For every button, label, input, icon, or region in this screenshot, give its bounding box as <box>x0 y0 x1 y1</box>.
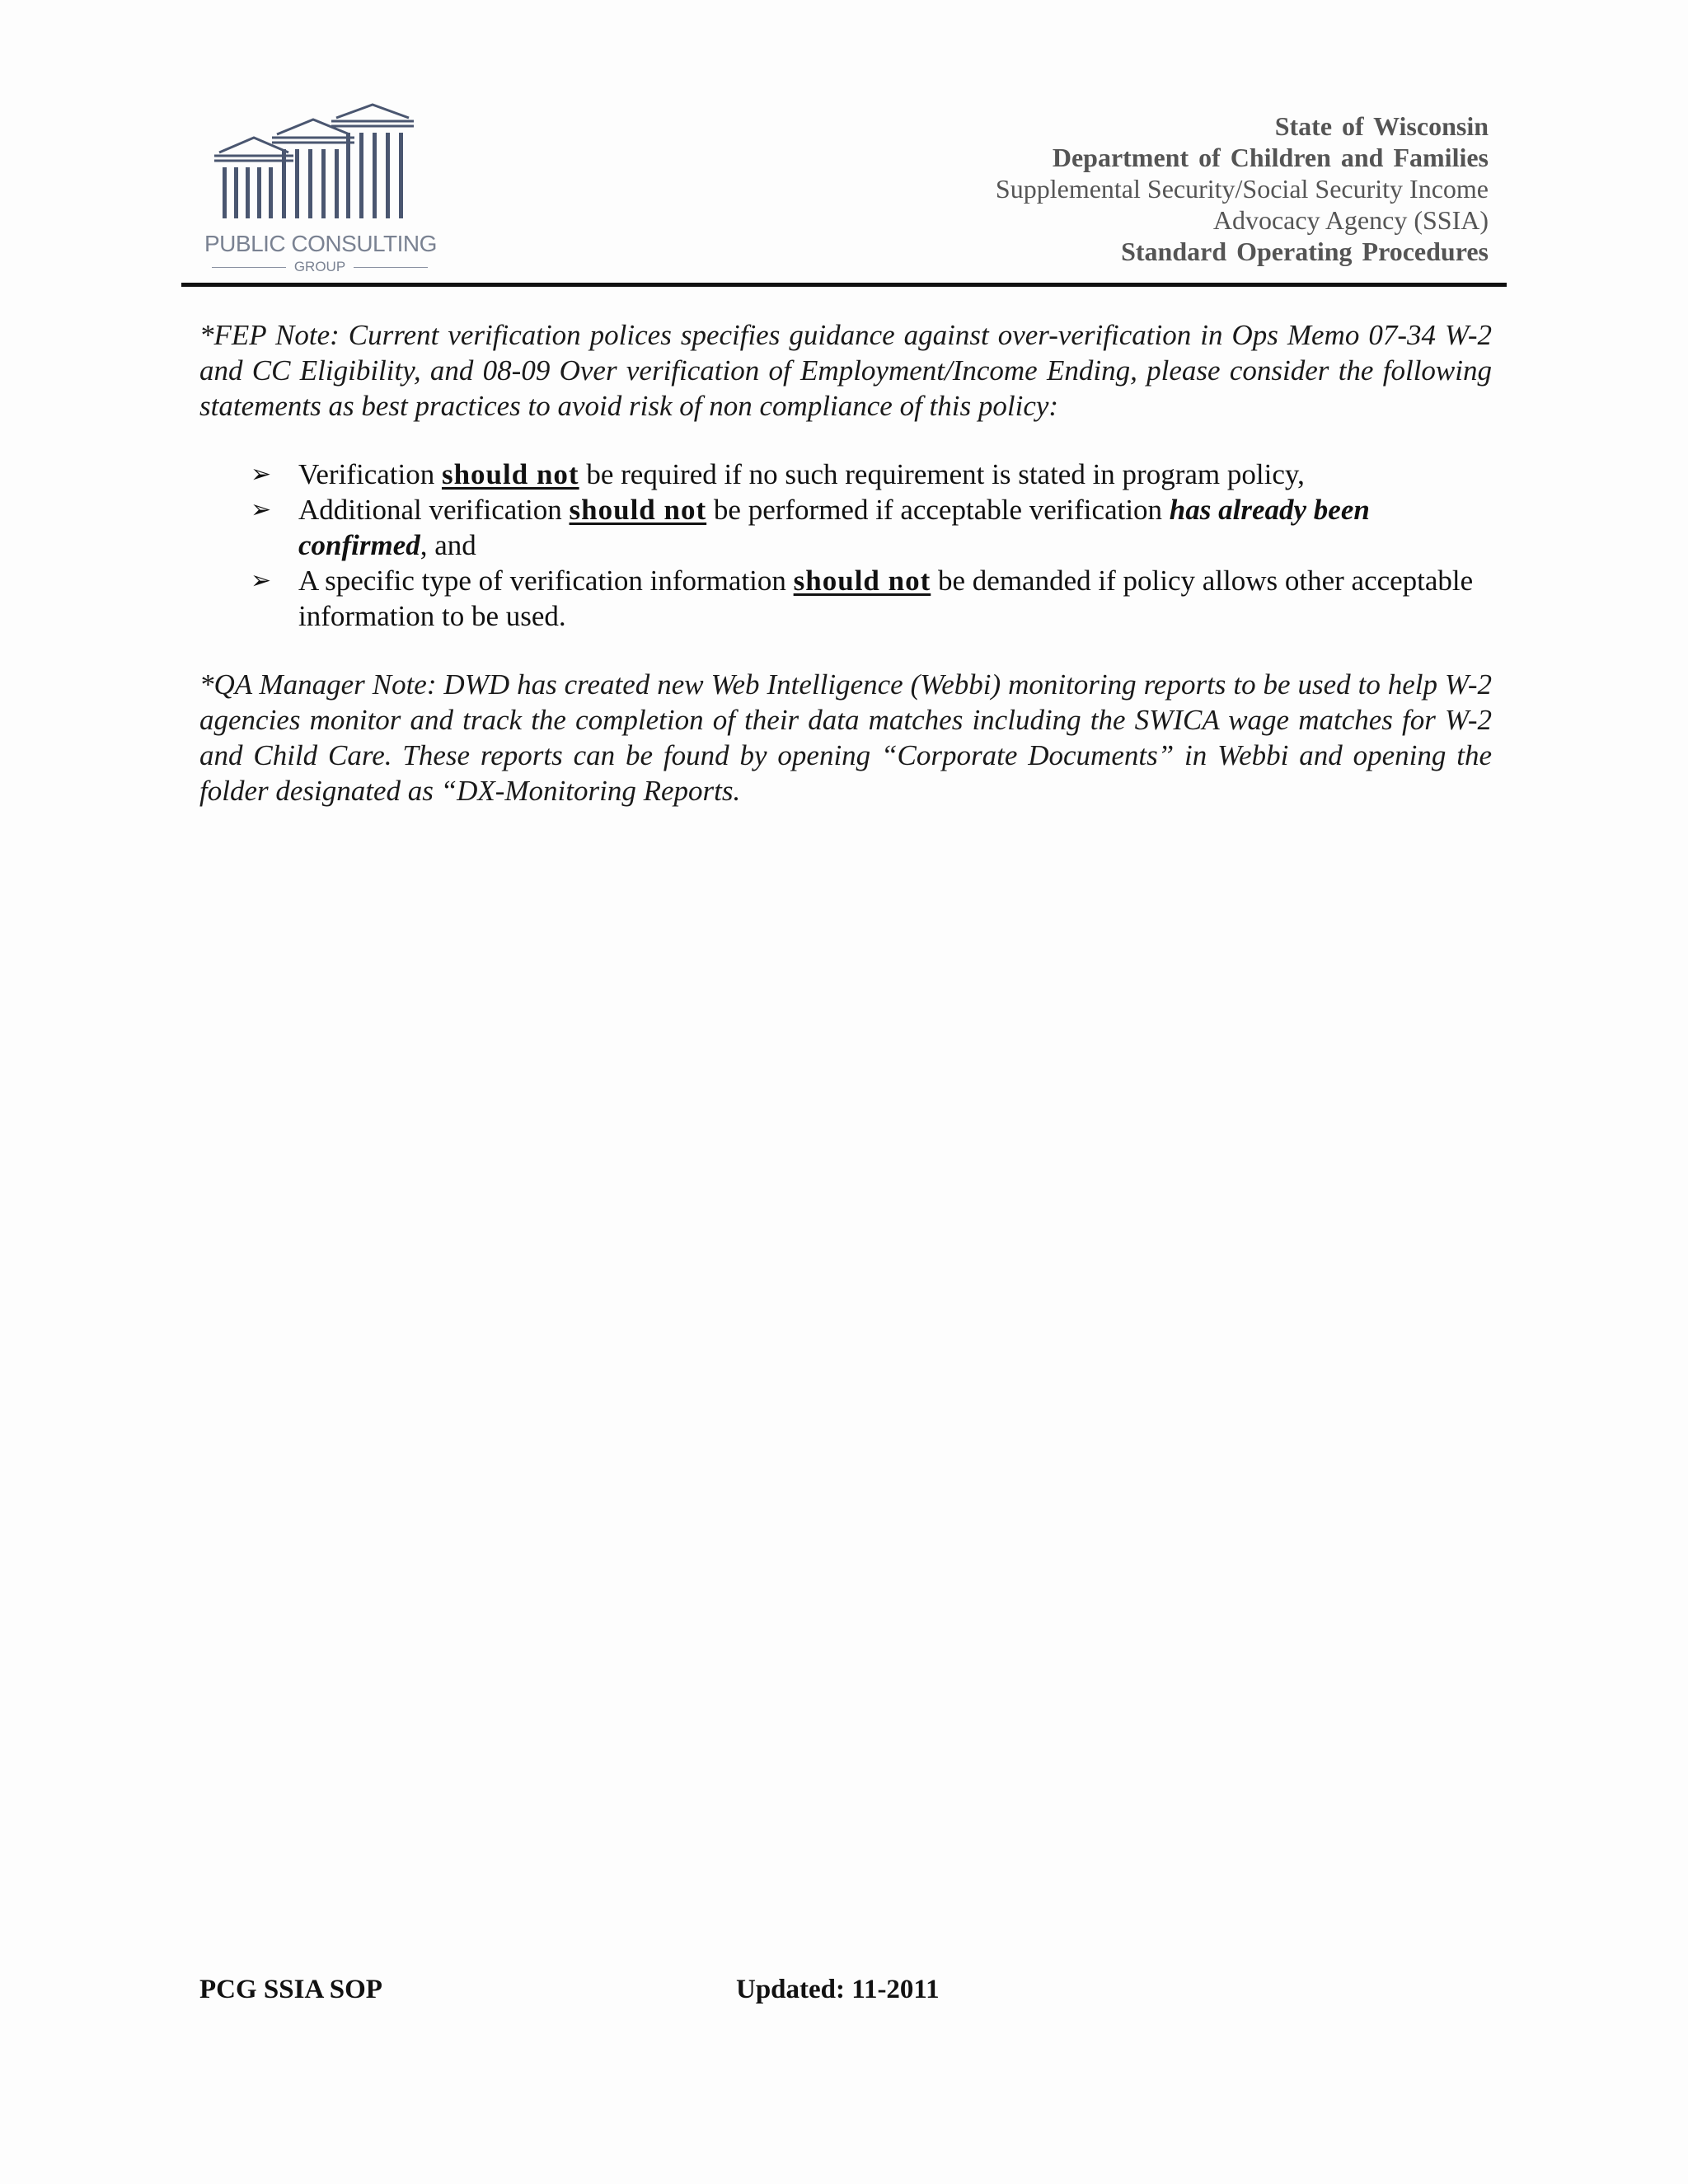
bullet-bold-italic: has already been confirmed <box>298 494 1370 561</box>
header-state: State of Wisconsin <box>1274 111 1489 141</box>
list-item <box>199 492 1493 563</box>
fep-note: *FEP Note: Current verification polices specifies guidance against over-verification in Ops Memo 07-34 W-2 and CC Eligibility, and 08-09 Over verification of Employment/Income Ending, please consider the following statements as best practices to avoid risk of non compliance of this policy: <box>199 319 1492 422</box>
logo-rule-left <box>212 267 286 268</box>
page-body <box>199 317 1492 808</box>
bullet-emphasis: should not <box>441 458 579 490</box>
logo-sub-text: GROUP <box>293 259 346 274</box>
logo-rule-right <box>354 267 428 268</box>
header-agency: Advocacy Agency (SSIA) <box>1212 205 1489 235</box>
bullet-text: be performed if acceptable verification <box>706 494 1170 526</box>
footer-updated-date: Updated: 11-2011 <box>736 1975 940 2004</box>
header-program: Supplemental Security/Social Security Income <box>995 174 1489 204</box>
header-sop-title: Standard Operating Procedures <box>1121 237 1489 266</box>
bullet-text: be demanded if policy allows other acceptable information to be used. <box>298 565 1474 632</box>
logo-subtitle <box>204 259 435 275</box>
arrow-bullet-icon: ➢ <box>251 567 272 594</box>
qa-manager-note: *QA Manager Note: DWD has created new Web Intelligence (Webbi) monitoring reports to be used to help W-2 agencies monitor and track the completion of their data matches including the SWICA wage matches for W-2 and Child Care. These reports can be found by opening “Corporate Documents” in Webbi and opening the folder designated as “DX-Monitoring Reports. <box>199 668 1492 807</box>
columns-logo-icon <box>204 103 435 235</box>
arrow-bullet-icon: ➢ <box>251 461 272 488</box>
arrow-bullet-icon: ➢ <box>251 496 272 523</box>
footer-document-id: PCG SSIA SOP <box>199 1975 382 2004</box>
header-divider <box>181 283 1507 287</box>
bullet-text: be required if no such requirement is stated in program policy, <box>579 458 1305 490</box>
bullet-text: A specific type of verification information <box>298 565 794 597</box>
list-item <box>199 457 1493 492</box>
bullet-text: , and <box>420 529 476 561</box>
bullet-emphasis: should not <box>793 565 931 597</box>
pcg-logo <box>204 103 435 284</box>
bullet-text: Additional verification <box>298 494 570 526</box>
bullet-text: Verification <box>298 458 442 490</box>
bullet-emphasis: should not <box>569 494 707 526</box>
list-item <box>199 563 1493 634</box>
logo-name: PUBLIC CONSULTING <box>204 231 437 256</box>
document-header <box>747 110 1489 267</box>
header-department: Department of Children and Families <box>1052 143 1489 172</box>
best-practices-list <box>199 457 1492 634</box>
